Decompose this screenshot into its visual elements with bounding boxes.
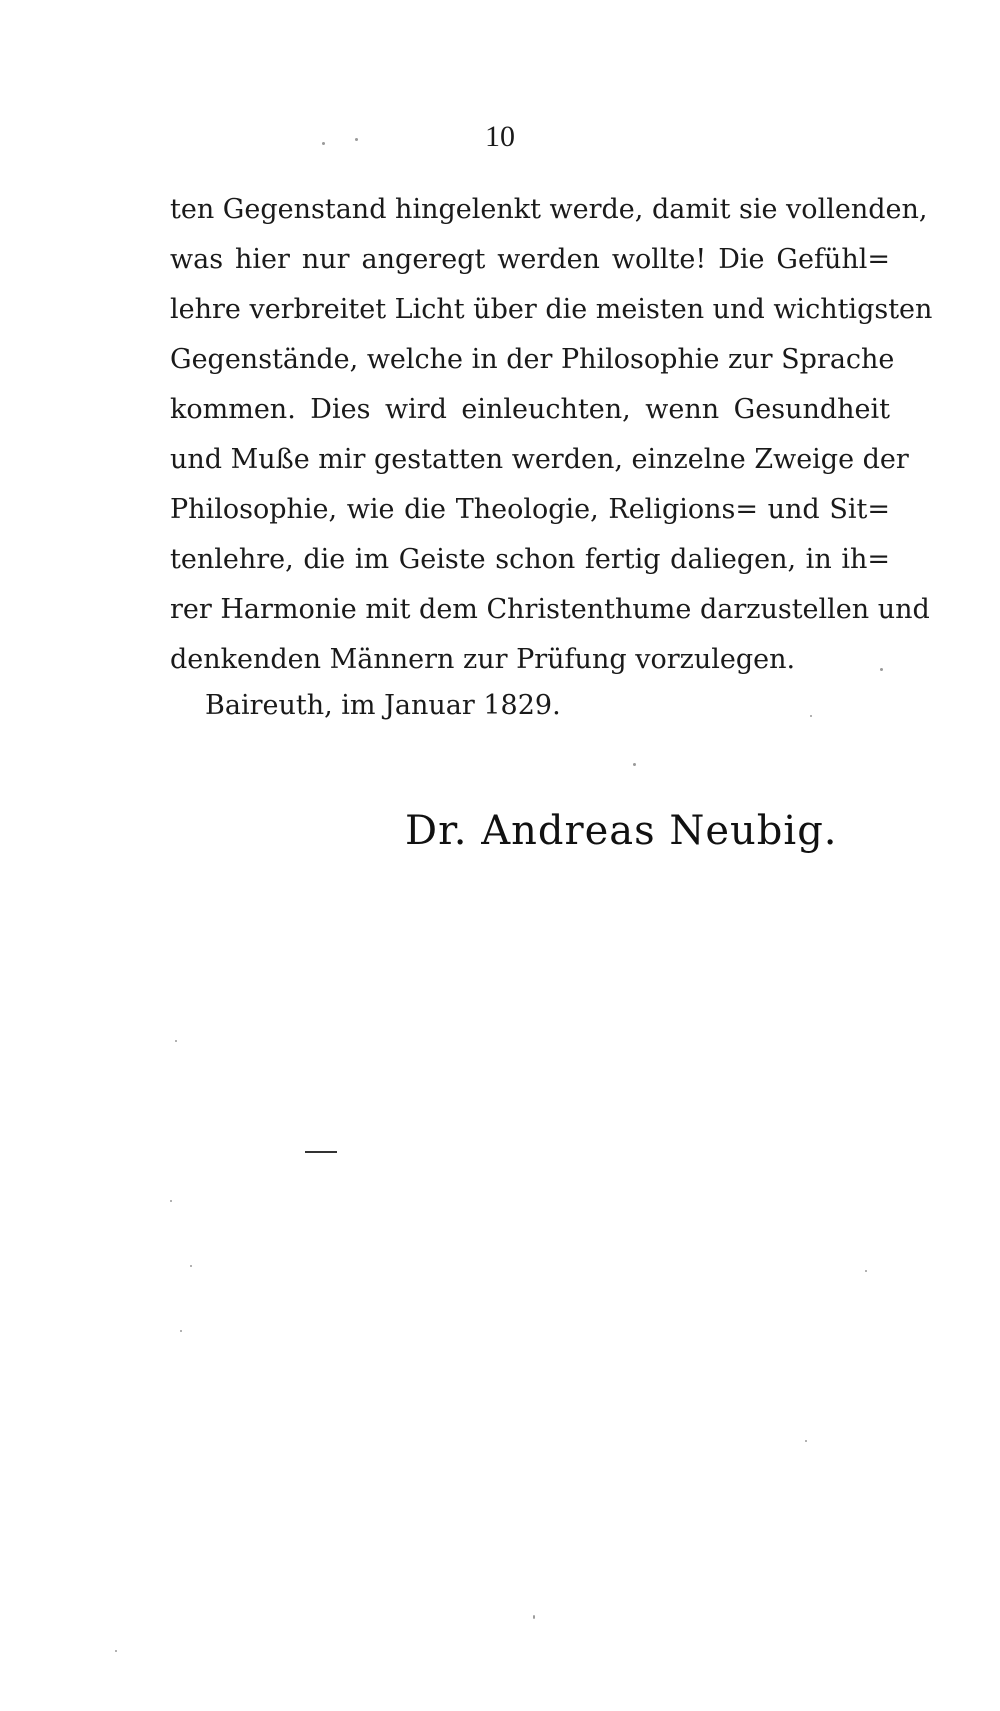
scan-speck [355,138,358,141]
scan-speck [533,1615,535,1619]
scan-speck [170,1200,172,1202]
text-line-1: ten Gegenstand hingelenkt werde, damit sie vollenden, [170,194,928,225]
scan-speck [115,1650,117,1652]
text-line-5: kommen. Dies wird einleuchten, wenn Gesundheit [170,394,890,425]
scan-speck [865,1270,867,1272]
text-line-3: lehre verbreitet Licht über die meisten und wichtigsten [170,294,933,325]
text-line-6: und Muße mir gestatten werden, einzelne Zweige der [170,444,909,475]
scan-speck [805,1440,807,1442]
text-line-10: denkenden Männern zur Prüfung vorzulegen. [170,644,796,675]
scan-speck [322,142,325,145]
scan-speck [175,1040,177,1042]
page-number: 10 [485,120,515,153]
body-text [170,185,933,685]
text-line-8: tenlehre, die im Geiste schon fertig daliegen, in ih= [170,544,890,575]
scan-dash-mark [305,1151,337,1153]
text-line-2: was hier nur angeregt werden wollte! Die Gefühl= [170,244,890,275]
author-signature: Dr. Andreas Neubig. [405,808,838,854]
scan-speck [880,668,883,671]
text-line-7: Philosophie, wie die Theologie, Religions= und Sit= [170,494,890,525]
scan-speck [633,763,636,766]
place-date: Baireuth, im Januar 1829. [205,690,561,721]
text-line-9: rer Harmonie mit dem Christenthume darzustellen und [170,594,930,625]
scan-speck [190,1265,192,1267]
scan-speck [810,715,812,717]
scan-speck [180,1330,182,1332]
text-line-4: Gegenstände, welche in der Philosophie zur Sprache [170,344,895,375]
